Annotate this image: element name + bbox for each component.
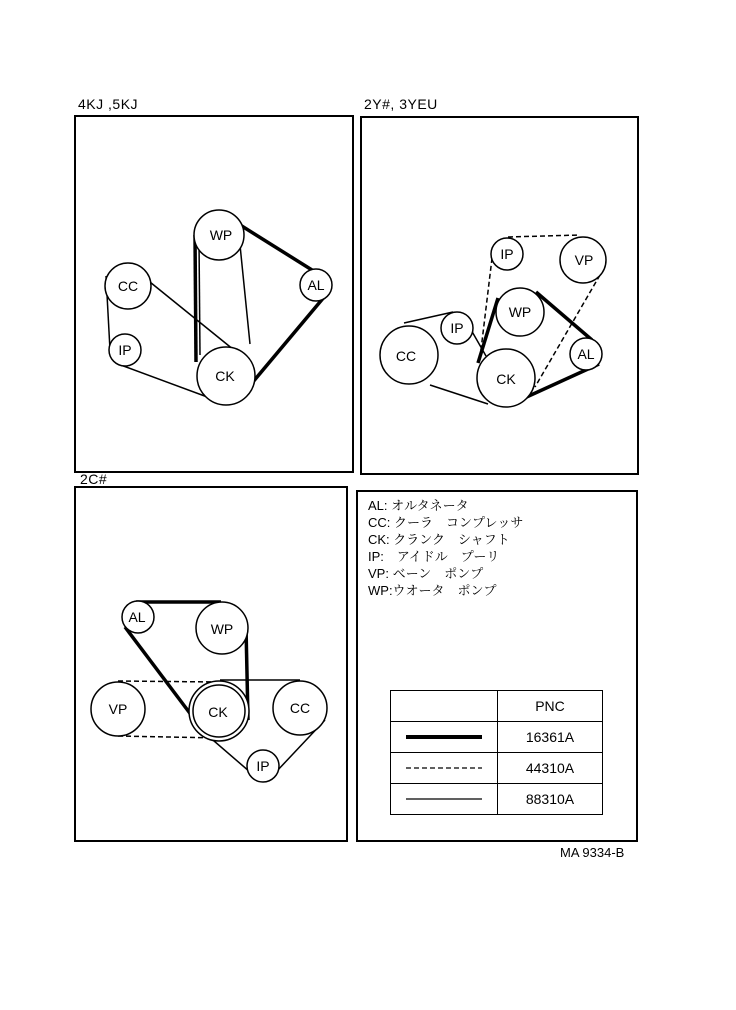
legend-item-cc: CC: クーラ コンプレッサ <box>368 515 524 530</box>
panel-label-2c: 2C# <box>80 471 108 487</box>
pulley-label-ip-upper: IP <box>500 246 514 262</box>
pulley-label-wp: WP <box>508 304 532 320</box>
table-header-row <box>391 691 603 722</box>
pnc-value: 16361A <box>498 722 603 753</box>
line-sample-dashed <box>404 763 484 773</box>
table-header-pnc: PNC <box>498 691 603 722</box>
pulley-label-cc: CC <box>289 700 311 716</box>
pulley-label-ck: CK <box>208 704 228 720</box>
diagram-2y <box>380 235 606 407</box>
pulley-label-wp: WP <box>210 621 234 637</box>
panel-label-4kj: 4KJ ,5KJ <box>78 96 139 112</box>
table-row <box>391 753 603 784</box>
line-sample-thick <box>404 732 484 742</box>
pulley-label-wp: WP <box>209 227 233 243</box>
pnc-value: 88310A <box>498 784 603 815</box>
reference-code: MA 9334-B <box>560 845 625 860</box>
panel-label-2y: 2Y#, 3YEU <box>364 96 438 112</box>
diagram-2c <box>91 601 327 782</box>
pnc-table <box>390 690 603 815</box>
diagram-4kj <box>105 210 332 405</box>
legend-item-al: AL: オルタネータ <box>368 498 469 513</box>
legend-item-ip: IP: アイドル プーリ <box>368 549 500 564</box>
legend-item-ck: CK: クランク シャフト <box>368 532 510 547</box>
pnc-value: 44310A <box>498 753 603 784</box>
pulley-label-al: AL <box>307 277 325 293</box>
legend-item-wp: WP:ウオータ ポンプ <box>368 583 497 598</box>
legend-item-vp: VP: ベーン ポンプ <box>368 566 484 581</box>
pulley-label-vp: VP <box>108 701 128 717</box>
abbreviation-legend <box>368 497 523 599</box>
pulley-label-ip: IP <box>256 758 270 774</box>
pulley-label-ck: CK <box>215 368 235 384</box>
pulley-label-cc: CC <box>395 348 417 364</box>
pulley-label-vp: VP <box>574 252 594 268</box>
pulley-label-cc: CC <box>117 278 139 294</box>
pulley-label-ip-lower: IP <box>450 320 464 336</box>
pulley-label-ck: CK <box>496 371 516 387</box>
pulley-label-al: AL <box>128 609 146 625</box>
table-row <box>391 722 603 753</box>
table-row <box>391 784 603 815</box>
line-sample-thin <box>404 794 484 804</box>
pulley-label-al: AL <box>577 346 595 362</box>
pulley-label-ip: IP <box>118 342 132 358</box>
